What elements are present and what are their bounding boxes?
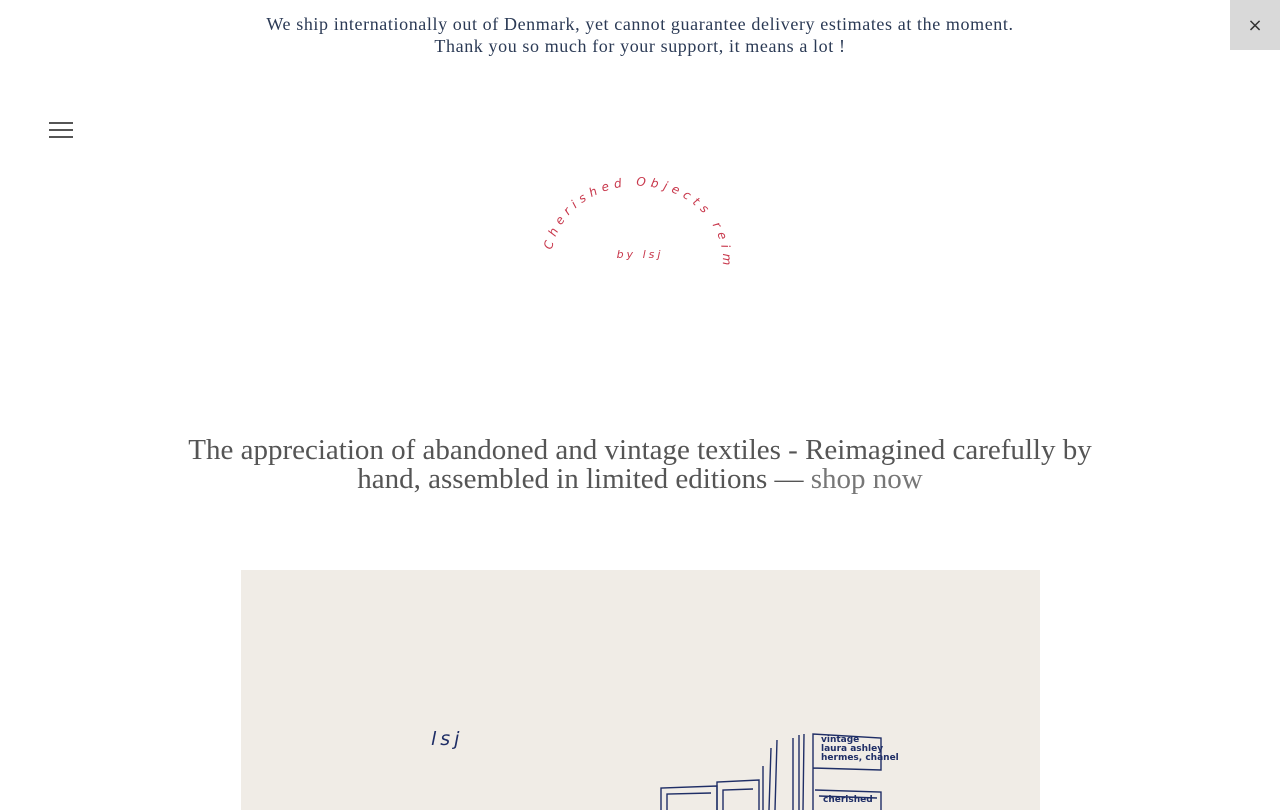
logo-graphic bbox=[540, 172, 740, 282]
logo-sub-text: by lsj bbox=[616, 248, 664, 261]
hero-illustration bbox=[241, 570, 1040, 810]
hero-sketch bbox=[241, 570, 1040, 810]
hero-sign-line-2: laura ashley bbox=[821, 744, 884, 754]
close-announcement-button[interactable]: × bbox=[1230, 0, 1280, 50]
hamburger-menu-icon[interactable] bbox=[49, 121, 73, 139]
tagline bbox=[160, 436, 1120, 494]
hero-sign-line-1: vintage bbox=[821, 735, 860, 745]
announcement-line-2: Thank you so much for your support, it means a lot ! bbox=[434, 36, 846, 56]
hero-signature: lsj bbox=[431, 728, 464, 750]
shop-now-link[interactable]: shop now bbox=[810, 463, 923, 495]
hero-box-label: cherished bbox=[823, 795, 873, 805]
logo-arc-text: Cherished Objects reim bbox=[541, 174, 735, 271]
tagline-text: The appreciation of abandoned and vintage textiles - Reimagined carefully by hand, assembled in limited editions — bbox=[188, 434, 1092, 495]
announcement-line-1: We ship internationally out of Denmark, yet cannot guarantee delivery estimates at the moment. bbox=[266, 14, 1014, 34]
hero-sign-line-3: hermes, chanel bbox=[821, 753, 899, 763]
announcement-bar bbox=[0, 0, 1280, 64]
site-logo[interactable] bbox=[540, 172, 740, 282]
